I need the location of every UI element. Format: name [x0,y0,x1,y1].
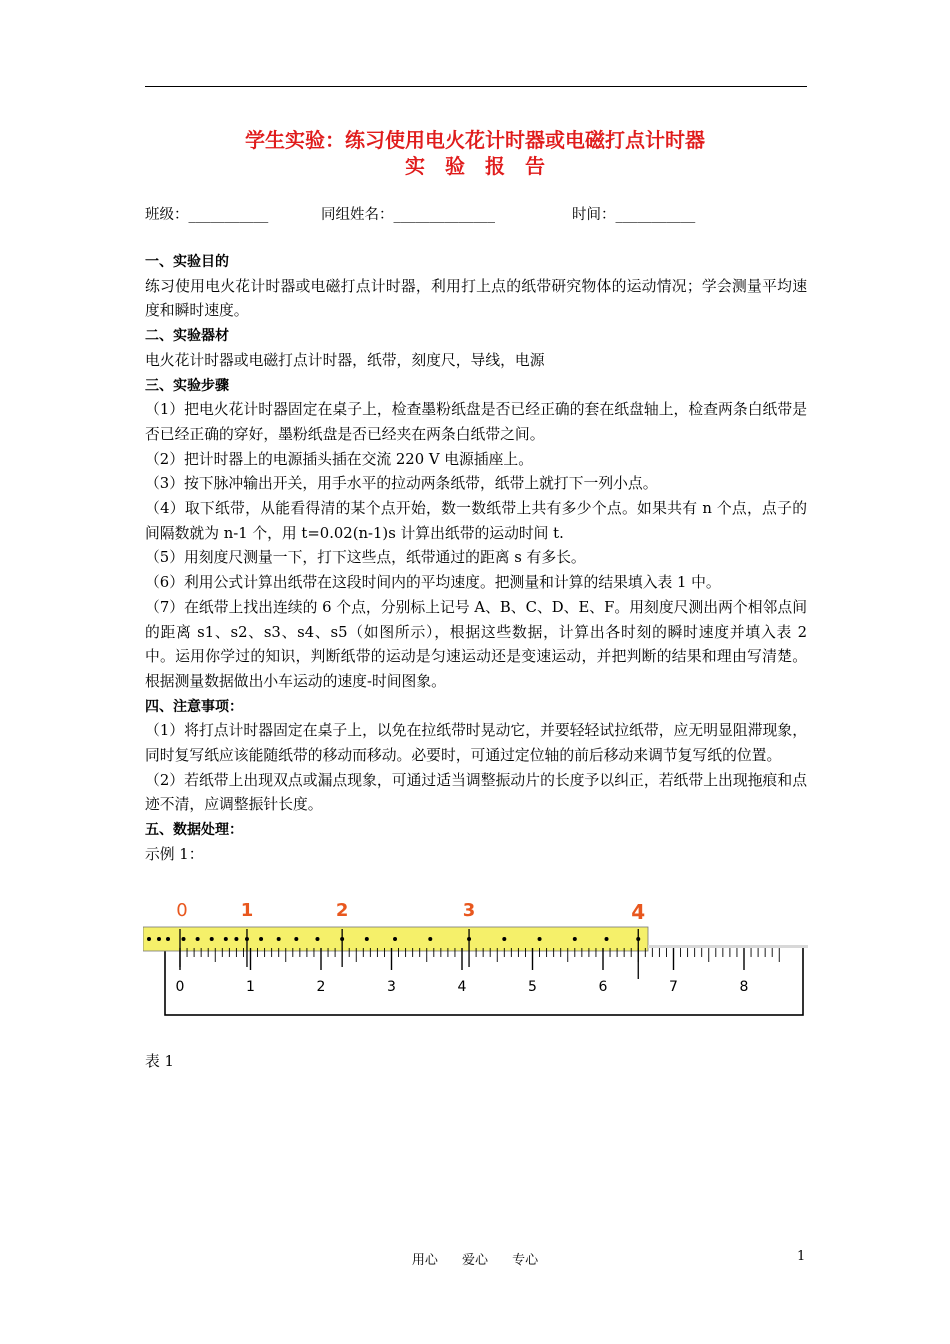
tape-dot [573,937,577,941]
page-number: 1 [797,1249,806,1264]
tape-dot [210,937,214,941]
point-label: 4 [631,900,646,924]
ruler-number: 8 [739,979,749,995]
tape-dot [182,937,186,941]
tape-dot [605,937,609,941]
section-heading-equipment: 二、实验器材 [145,328,229,345]
equipment-text: 电火花计时器或电磁打点计时器，纸带，刻度尺，导线，电源 [145,351,545,369]
footer-item: 用心 [411,1253,438,1268]
section-heading-purpose: 一、实验目的 [145,254,229,270]
ruler-number: 1 [246,979,255,995]
page-subtitle: 实 验 报 告 [405,154,545,178]
tape-dot [538,937,542,941]
tape-continuation [648,945,808,948]
ruler-number: 3 [387,979,396,995]
group-name-field: 同组姓名：______________ [321,207,495,223]
ruler-number: 0 [175,979,185,995]
tape-dot [365,937,369,941]
section-heading-steps: 三、实验步骤 [145,377,229,394]
tape-dot [294,937,298,941]
tape-dot [428,937,432,941]
tape-dot [196,937,200,941]
step-1: （1）把电火花计时器固定在桌子上，检查墨粉纸盘是否已经正确的套在纸盘轴上，检查两条白纸带是否已经正确的穿好，墨粉纸盘是否已经夹在两条白纸带之间。 [145,401,807,443]
ruler-number: 7 [669,979,678,995]
section-heading-notes: 四、注意事项： [145,698,243,715]
step-4: （4）取下纸带，从能看得清的某个点开始，数一数纸带上共有多少个点。如果共有 n 个点，点子的间隔数就为 n-1 个，用 t=0.02(n-1)s 计算出纸带的运动时间 t. [145,500,807,542]
class-field: 班级：___________ [145,207,269,223]
step-5: （5）用刻度尺测量一下，打下这些点，纸带通过的距离 s 有多长。 [145,549,586,567]
page-title: 学生实验：练习使用电火花计时器或电磁打点计时器 [245,128,705,152]
tape-dot [502,937,506,941]
purpose-text: 练习使用电火花计时器或电磁打点计时器，利用打上点的纸带研究物体的运动情况；学会测量平均速度和瞬时速度。 [145,277,807,320]
point-label: 1 [240,900,254,921]
section-heading-data: 五、数据处理： [145,822,243,839]
tape-dot [157,937,161,941]
step-6: （6）利用公式计算出纸带在这段时间内的平均速度。把测量和计算的结果填入表 1 中。 [145,574,721,592]
tape-dot [166,937,170,941]
tape-dot [234,937,238,941]
tape-dot [259,937,263,941]
example-label: 示例 1： [145,845,204,863]
tape-dot [393,937,397,941]
footer-item: 专心 [512,1253,539,1268]
ruler-number: 2 [316,979,326,995]
ruler-number: 6 [598,979,608,995]
time-field: 时间：___________ [572,207,696,223]
step-7: （7）在纸带上找出连续的 6 个点，分别标上记号 A、B、C、D、E、F。用刻度尺测出两个相邻点间的距离 s1、s2、s3、s4、s5（如图所示），根据这些数据，计算出各时刻的瞬时速度并填入表 2 中。运用你学过的知识，判断纸带的运动是匀速运动还是变速运动，并把判断的结果和理由写清楚。根据测量数据做出小车运动的速度-时间图象。 [145,598,807,690]
ruler-body [165,947,803,1015]
tape-dot [315,937,319,941]
tape-ruler-figure [143,897,808,1019]
footer-motto [0,1249,950,1268]
tape-ruler-svg [143,897,808,1019]
footer-item: 爱心 [461,1253,488,1268]
note-2: （2）若纸带上出现双点或漏点现象，可通过适当调整振动片的长度予以纠正，若纸带上出现拖痕和点迹不清，应调整振针长度。 [145,771,807,814]
point-label: 3 [462,900,476,921]
table-caption: 表 1 [145,1053,174,1070]
note-1: （1）将打点计时器固定在桌子上，以免在拉纸带时晃动它，并要轻轻试拉纸带，应无明显阻滞现象，同时复写纸应该能随纸带的移动而移动。必要时，可通过定位轴的前后移动来调节复写纸的位置。 [145,722,807,765]
point-label: 0 [176,900,188,921]
tape-dot [224,937,228,941]
step-2: （2）把计时器上的电源插头插在交流 220 V 电源插座上。 [145,450,533,468]
report-body [145,250,807,868]
ruler-number: 5 [528,979,537,995]
tape-dot [277,937,281,941]
tape-dot [147,937,151,941]
step-3: （3）按下脉冲输出开关，用手水平的拉动两条纸带，纸带上就打下一列小点。 [145,475,658,493]
point-label: 2 [335,900,349,921]
header-rule [145,86,807,87]
ruler-number: 4 [457,979,467,995]
